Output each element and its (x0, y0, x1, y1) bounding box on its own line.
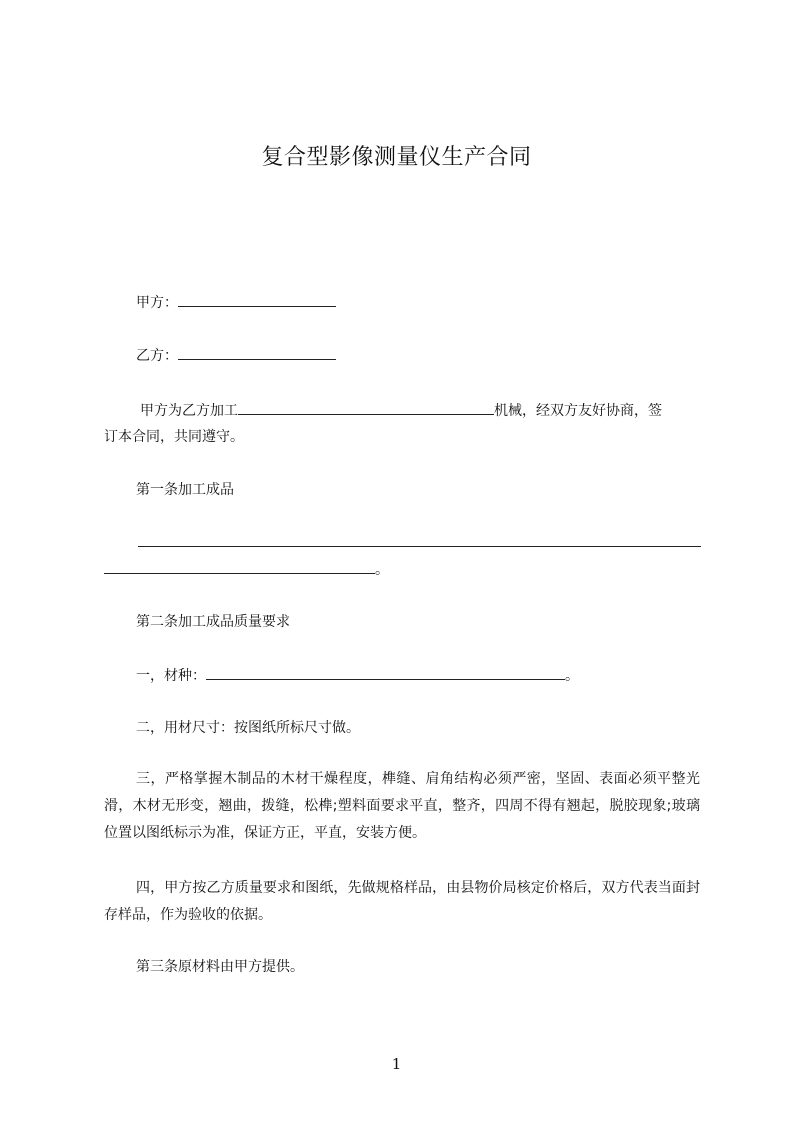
article-3-heading: 第三条原材料由甲方提供。 (136, 959, 304, 975)
item-1-line (136, 665, 579, 686)
document-title: 复合型影像测量仪生产合同 (261, 145, 532, 170)
article-1-blank-line-1 (138, 532, 701, 553)
item-1-end: 。 (565, 668, 579, 684)
intro-line-1 (140, 400, 662, 421)
party-a-label: 甲方： (136, 295, 178, 311)
party-a-line (136, 292, 336, 313)
product-name-blank[interactable] (238, 400, 494, 415)
intro-text-1: 甲方为乙方加工 (140, 403, 238, 419)
item-4: 四，甲方按乙方质量要求和图纸，先做规格样品，由县物价局核定价格后，双方代表当面封存样品，作为验收的依据。 (104, 880, 700, 923)
article-1-blank-2[interactable] (104, 559, 375, 574)
page-number: 1 (391, 1055, 402, 1073)
item-1-label: 一，材种： (136, 668, 206, 684)
article-1-blank-line-2 (104, 559, 389, 580)
party-b-blank[interactable] (178, 345, 336, 360)
article-1-blank-1[interactable] (138, 532, 701, 547)
party-b-label: 乙方： (136, 348, 178, 364)
intro-text-2: 机械，经双方友好协商，签 (494, 403, 662, 419)
article-2-heading: 第二条加工成品质量要求 (136, 614, 290, 630)
article-1-heading: 第一条加工成品 (136, 482, 234, 498)
party-a-blank[interactable] (178, 292, 336, 307)
party-b-line (136, 345, 336, 366)
wood-type-blank[interactable] (206, 665, 565, 680)
item-2: 二，用材尺寸：按图纸所标尺寸做。 (136, 720, 360, 736)
intro-line-2 (104, 427, 244, 447)
item-3: 三，严格掌握木制品的木材干燥程度，榫缝、肩角结构必须严密，坚固、表面必须平整光滑，木材无形变，翘曲，拨缝，松榫;塑料面要求平直，整齐，四周不得有翘起，脱胶现象;玻璃位置以图纸标示为准，保证方正，平直，安装方便。 (104, 771, 700, 841)
intro-text-3: 订本合同，共同遵守。 (104, 429, 244, 445)
article-1-end: 。 (375, 562, 389, 578)
